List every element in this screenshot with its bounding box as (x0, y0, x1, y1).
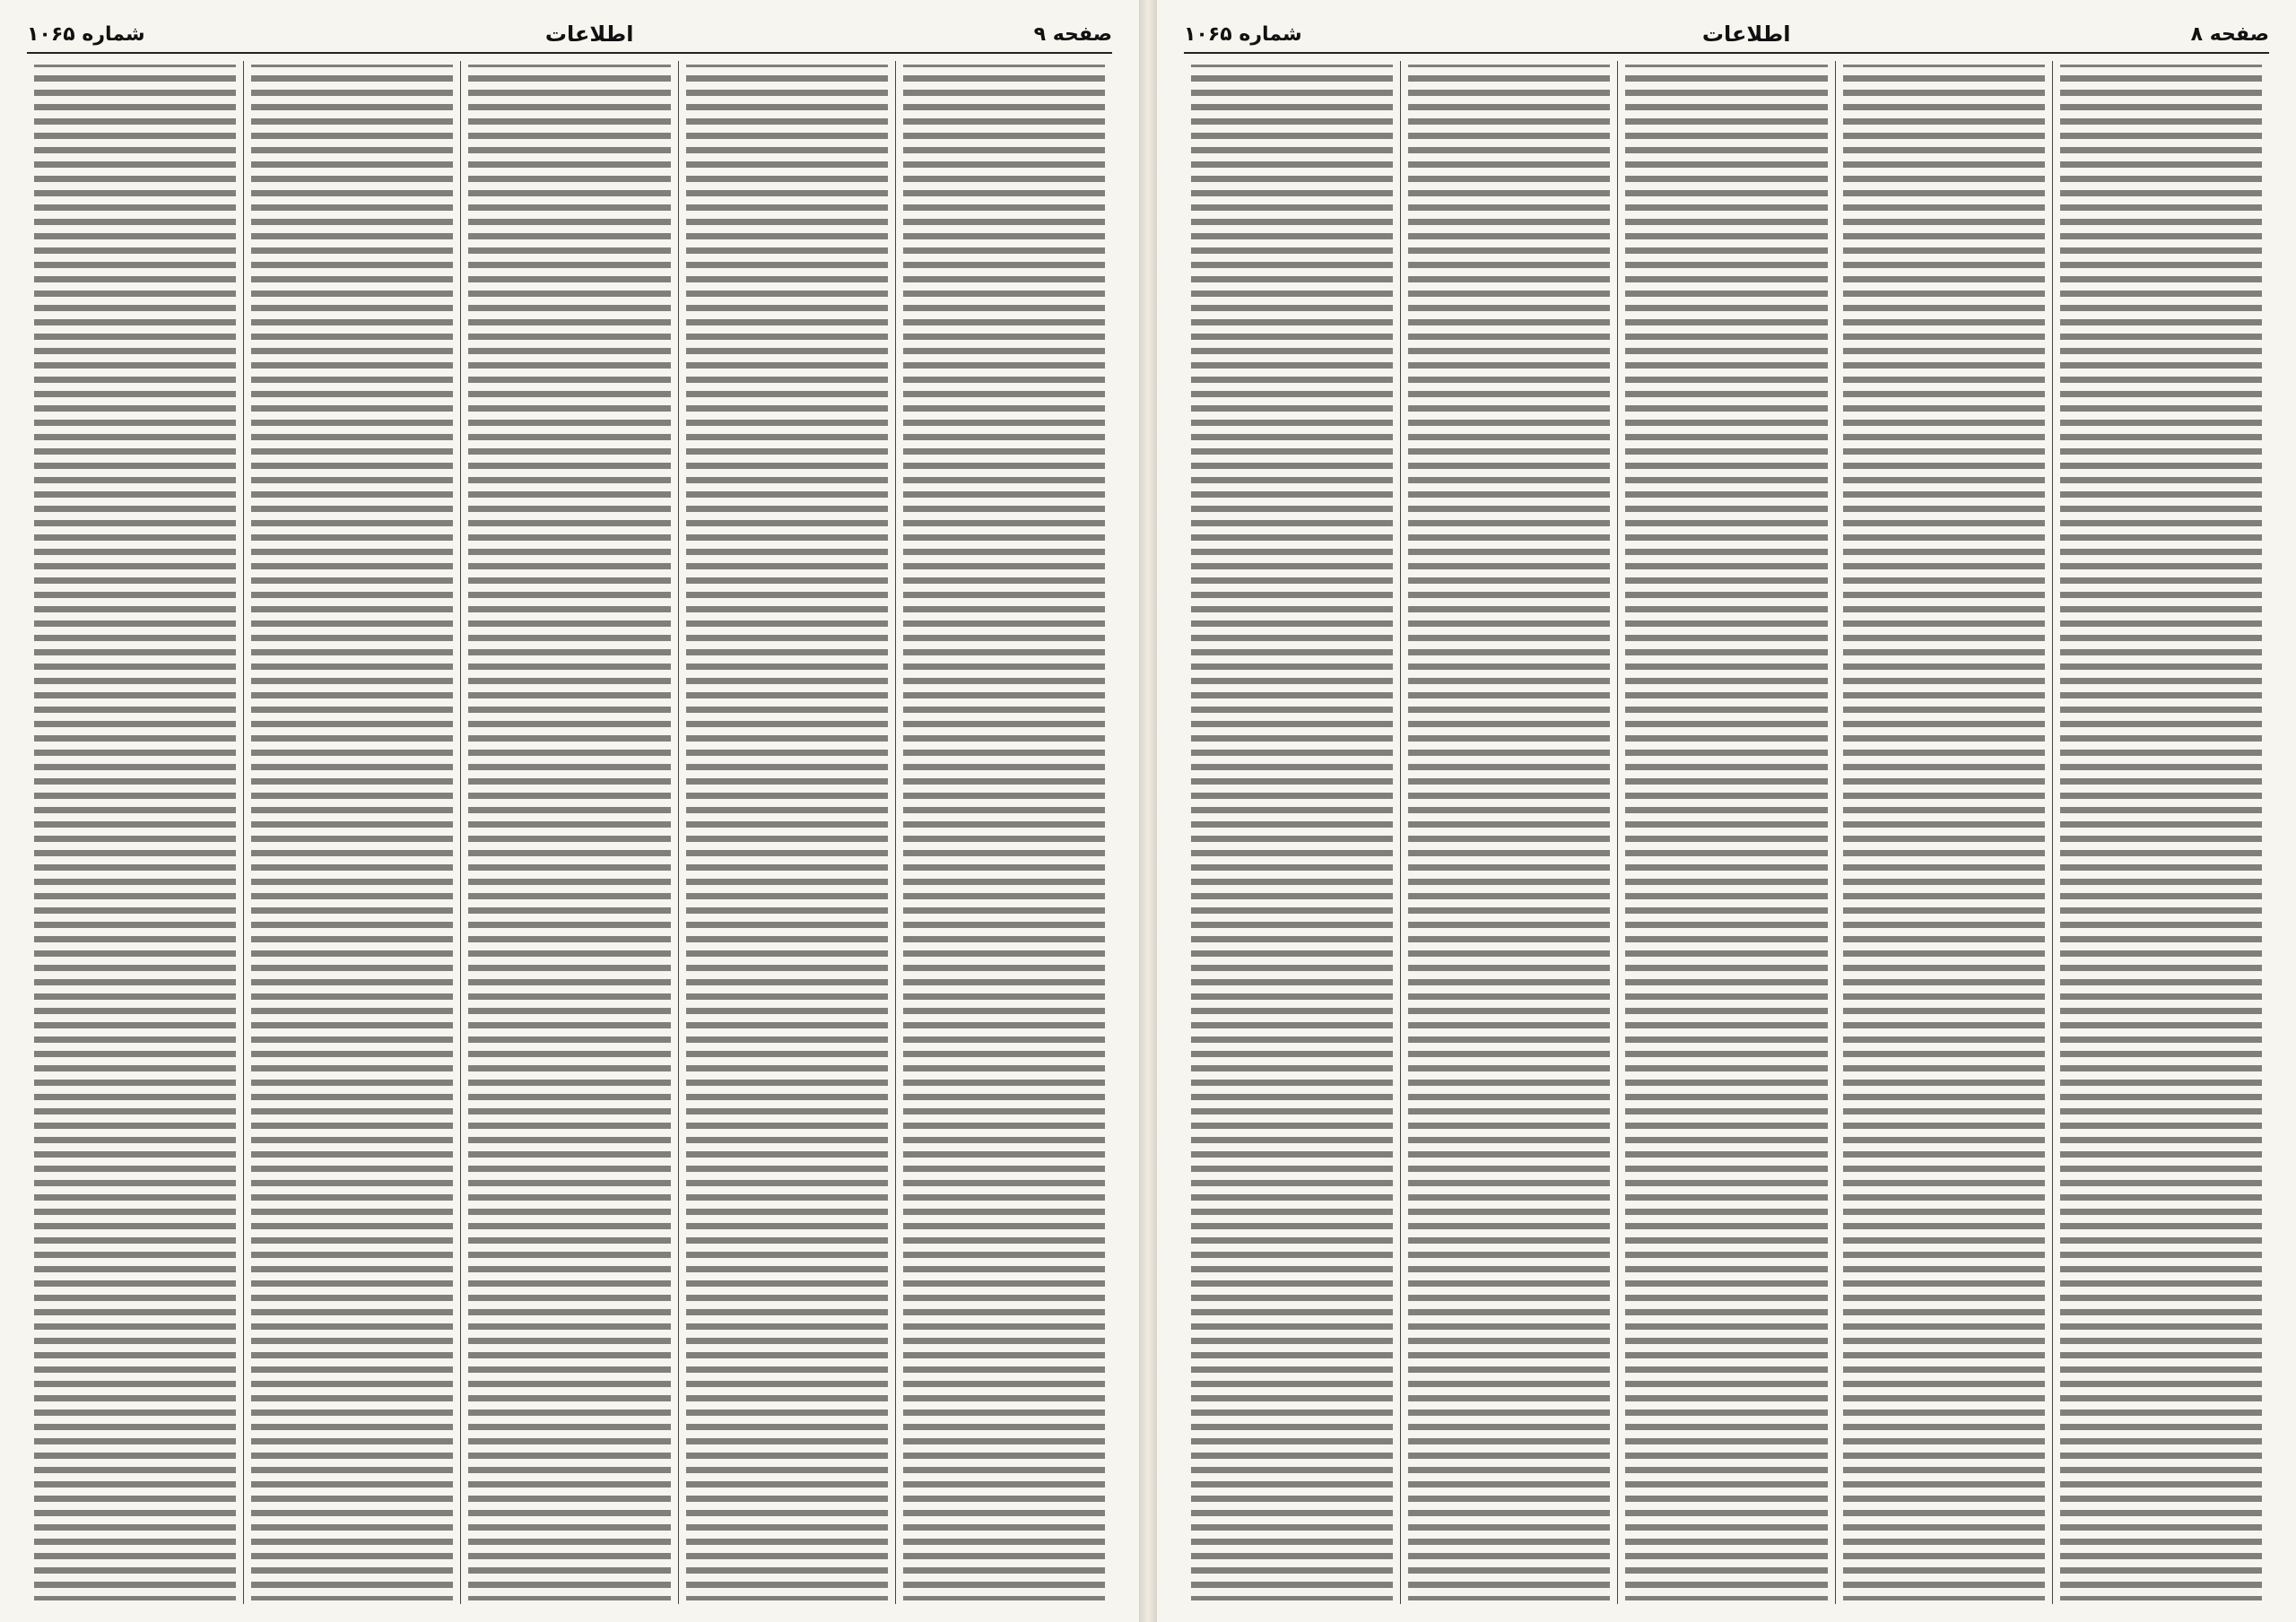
text-column (2052, 61, 2269, 1604)
issue-number: شماره ۱۰۶۵ (27, 22, 145, 46)
text-column (1835, 61, 2052, 1604)
text-column (1617, 61, 1834, 1604)
masthead: اطلاعات (544, 22, 634, 47)
text-column (460, 61, 677, 1604)
page-gutter (1139, 0, 1157, 1622)
text-column (27, 61, 243, 1604)
page-header (27, 16, 1112, 54)
text-column (243, 61, 460, 1604)
issue-number: شماره ۱۰۶۵ (1184, 22, 1302, 46)
text-columns (27, 61, 1112, 1604)
text-column (678, 61, 895, 1604)
page-number: صفحه ۸ (2190, 22, 2269, 46)
page-left (0, 0, 1139, 1622)
text-columns (1184, 61, 2269, 1604)
text-column (1400, 61, 1617, 1604)
page-right (1157, 0, 2296, 1622)
masthead: اطلاعات (1701, 22, 1791, 47)
page-header (1184, 16, 2269, 54)
page-number: صفحه ۹ (1033, 22, 1112, 46)
text-column (1184, 61, 1400, 1604)
text-column (895, 61, 1112, 1604)
